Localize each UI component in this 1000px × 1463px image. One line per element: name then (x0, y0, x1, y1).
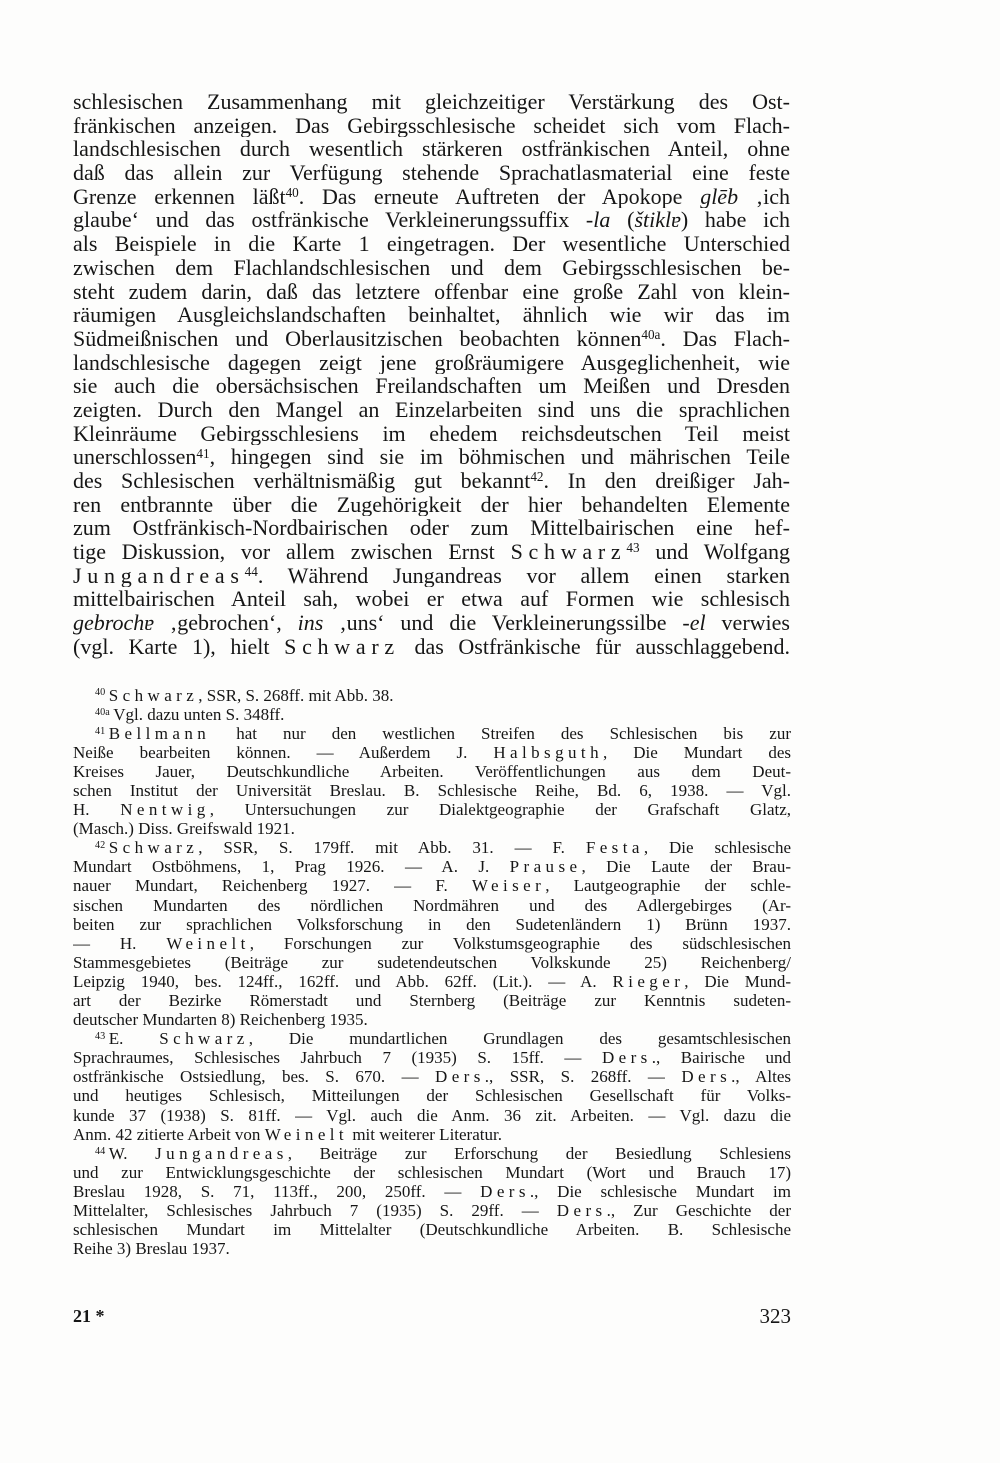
text-run: , Die mundartlichen Grundlagen des gesamtschlesischen (248, 1029, 791, 1049)
spaced-name: Schwarz (510, 540, 627, 564)
text-run: unerschlossen (73, 445, 197, 469)
text-run: zum Ostfränkisch-Nordbairischen oder zum Mittelbairischen eine hef- (73, 516, 790, 541)
text-run: , SSR, S. 268ff. mit Abb. 38. (198, 685, 394, 705)
footnote-42 (73, 838, 791, 1029)
footnote-ref: 43 (626, 540, 640, 556)
spaced-name: Ders (480, 1181, 530, 1201)
spaced-name: Festa (585, 838, 644, 858)
text-run: ., SSR, S. 268ff. — (484, 1067, 682, 1087)
footnote-line (73, 857, 791, 876)
text-run: (vgl. Karte 1), hielt (73, 634, 285, 659)
footnote-ref: 40a (641, 327, 661, 343)
text-run: , Forschungen zur Volkstumsgeographie des südschlesischen (249, 933, 791, 953)
footnote-line (73, 896, 791, 915)
body-line (73, 351, 790, 375)
text-run: tige Diskussion, vor allem zwischen Ernst (73, 540, 511, 564)
spaced-name: Weinelt (264, 1124, 349, 1144)
text-run: , Die Mund- (684, 971, 791, 991)
text-run: Sprachraumes, Schlesisches Jahrbuch 7 (1935) S. 15ff. — (73, 1048, 602, 1068)
text-run: und zur Entwicklungsgeschichte der schlesischen Mundart (Wort und Brauch 17) (73, 1162, 791, 1182)
italic-term: -el (682, 611, 706, 635)
footnote-line (73, 705, 791, 724)
footnote-number: 44 (95, 1145, 106, 1157)
text-run: deutscher Mundarten 8) Reichenberg 1935. (73, 1010, 368, 1030)
text-run: ostfränkische Ostsiedlung, bes. S. 670. — (73, 1067, 435, 1087)
text-run: Vgl. dazu unten S. 348ff. (113, 704, 285, 724)
text-run: mit weiterer Literatur. (348, 1124, 502, 1144)
text-run: nauer Mundart, Reichenberg 1927. — F. (73, 876, 472, 896)
text-run: Kleinräume Gebirgsschlesiens im ehedem reichsdeutschen Teil meist (73, 421, 790, 446)
body-line (73, 564, 790, 588)
text-run: zwischen dem Flachlandschlesischen und dem Gebirgsschlesischen be- (73, 255, 790, 280)
footnote-line (73, 1010, 791, 1029)
body-line (73, 256, 790, 280)
text-run: kunde 37 (1938) S. 81ff. — Vgl. auch die Anm. 36 zit. Arbeiten. — Vgl. dazu die (73, 1105, 791, 1125)
footnote-line (73, 934, 791, 953)
text-run: des Schlesischen verhältnismäßig gut bekannt (73, 469, 531, 493)
footnote-line (73, 1048, 791, 1067)
text-run: H. (73, 800, 121, 820)
body-line (73, 280, 790, 304)
footnote-number: 40 (95, 687, 106, 699)
footnote-number: 42 (95, 840, 106, 852)
text-run: sischen Mundarten des nördlichen Nordmähren und des Adlergebirges (Ar- (73, 895, 791, 915)
italic-term: ins (297, 611, 324, 635)
footnote-ref: 40 (285, 185, 299, 201)
text-run: und heutiges Schlesisch, Mitteilungen der Schlesischen Gesellschaft für Volks- (73, 1086, 791, 1106)
text-run: — H. (73, 933, 167, 953)
body-line (73, 516, 790, 540)
text-run: Anm. 42 zitierte Arbeit von (73, 1124, 265, 1144)
footnote-number: 41 (95, 725, 106, 737)
text-run: ., Bairische und (651, 1048, 791, 1068)
text-run: ‚gebrochen‘, (154, 611, 298, 635)
text-run: beiten zur sprachlichen Volksforschung in den Sudetenländern 1) Brünn 1937. (73, 914, 791, 934)
text-run: ., Zur Geschichte der (606, 1201, 791, 1221)
text-run: , Untersuchungen zur Dialektgeographie der Grafschaft Glatz, (209, 800, 791, 820)
spaced-name: Ders (601, 1048, 652, 1068)
body-line (73, 114, 790, 138)
text-run: räumigen Ausgleichslandschaften beinhaltet, ähnlich wie wir das im (73, 303, 790, 327)
footnote-line (73, 1029, 791, 1048)
spaced-name: Schwarz (284, 634, 400, 659)
spaced-name: Weiser (471, 876, 546, 896)
page-footer (73, 1302, 791, 1330)
text-run: schen Institut der Universität Breslau. B. Schlesische Reihe, Bd. 6, 1938. — Vgl. (73, 780, 791, 800)
footnotes (73, 686, 791, 1259)
text-run: ren entbrannte über die Zugehörigkeit der hier behandelten Elemente (73, 492, 790, 517)
text-run: verwies (705, 611, 790, 635)
italic-term: gebrochɐ (73, 611, 154, 635)
footnote-line (73, 1163, 791, 1182)
text-run: und Wolfgang (639, 540, 790, 564)
text-run: als Beispiele in die Karte 1 eingetragen. Der wesentliche Unterschied (73, 232, 790, 256)
text-run: ( (610, 208, 635, 233)
body-line (73, 493, 790, 517)
footnote-line (73, 819, 791, 838)
footnote-number: 40a (95, 706, 110, 718)
footnote-line (73, 1201, 791, 1220)
footnote-line (73, 724, 791, 743)
footnote-line (73, 838, 791, 857)
spaced-name: Bellmann (108, 723, 211, 743)
body-line (73, 90, 790, 114)
body-line (73, 232, 790, 256)
footnote-line (73, 743, 791, 762)
footnote-line (73, 1067, 791, 1086)
italic-term: štiklɐ (634, 208, 681, 233)
footnote-line (73, 1239, 791, 1258)
body-line (73, 445, 790, 469)
footnote-40 (73, 686, 791, 705)
footnote-line (73, 915, 791, 934)
text-run: das Ostfränkische für ausschlaggebend. (399, 634, 790, 659)
text-run: E. (108, 1029, 160, 1049)
body-line (73, 374, 790, 398)
footnote-line (73, 1086, 791, 1105)
body-line (73, 327, 790, 351)
spaced-name: Jungandreas (155, 1143, 288, 1163)
text-run: Leipzig 1940, bes. 124ff., 162ff. und Abb. 62ff. (Lit.). — A. (73, 971, 613, 991)
spaced-name: Schwarz (108, 685, 199, 705)
footnote-line (73, 686, 791, 705)
footnote-41 (73, 724, 791, 839)
text-run: Mundart Ostböhmens, 1, Prag 1926. — A. J. (73, 857, 510, 877)
spaced-name: Weinelt (166, 933, 250, 953)
body-line (73, 398, 790, 422)
body-line (73, 540, 790, 564)
body-line (73, 587, 790, 611)
text-run: . Während Jungandreas vor allem einen starken (257, 563, 790, 588)
text-run: zeigten. Durch den Mangel an Einzelarbeiten sind uns die sprachlichen (73, 397, 790, 422)
footnote-line (73, 953, 791, 972)
body-line (73, 161, 790, 185)
spaced-name: Prause (509, 857, 582, 877)
text-run: landschlesischen durch wesentlich stärkeren ostfränkischen Anteil, ohne (73, 137, 790, 162)
spaced-name: Jungandreas (73, 563, 245, 588)
text-run: ., Die schlesische Mundart im (529, 1181, 791, 1201)
body-text (73, 90, 790, 659)
body-line (73, 208, 790, 232)
footnote-ref: 44 (244, 564, 258, 580)
body-line (73, 137, 790, 161)
footnote-line (73, 1125, 791, 1144)
text-run: Südmeißnischen und Oberlausitzischen beobachten können (73, 326, 642, 351)
text-run: art der Bezirke Römerstadt und Sternberg (Beiträge zur Kenntnis sudeten- (73, 991, 791, 1010)
text-run: Breslau 1928, S. 71, 113ff., 200, 250ff. — (73, 1181, 481, 1201)
spaced-name: Nentwig (120, 800, 210, 820)
text-run: sie auch die obersächsischen Freilandschaften um Meißen und Dresden (73, 374, 790, 398)
footnote-43 (73, 1029, 791, 1144)
text-run: . In den dreißiger Jah- (543, 469, 790, 493)
text-run: , Die schlesische (643, 838, 791, 858)
footnote-line (73, 991, 791, 1010)
text-run: Kreises Jauer, Deutschkundliche Arbeiten. Veröffentlichungen aus dem Deut- (73, 761, 791, 781)
text-run: ‚ich (738, 184, 790, 209)
spaced-name: Ders (556, 1201, 607, 1221)
text-run: , Die Laute der Brau- (581, 857, 791, 877)
footnote-ref: 42 (530, 469, 544, 485)
footnote-line (73, 876, 791, 895)
body-line (73, 303, 790, 327)
text-run: W. (108, 1143, 156, 1163)
body-line (73, 635, 790, 659)
footnote-line (73, 972, 791, 991)
text-run: Mittelalter, Schlesisches Jahrbuch 7 (1935) S. 29ff. — (73, 1201, 557, 1221)
text-run: ) habe ich (680, 208, 790, 233)
footnote-line (73, 762, 791, 781)
text-run: mittelbairischen Anteil sah, wobei er etwa auf Formen wie schlesisch (73, 587, 790, 612)
text-run: , Beiträge zur Erforschung der Besiedlung Schlesiens (287, 1143, 791, 1163)
footnote-line (73, 800, 791, 819)
text-run: Grenze erkennen läßt (73, 184, 286, 209)
text-run: . Das Flach- (660, 326, 790, 351)
text-run: Reihe 3) Breslau 1937. (73, 1239, 230, 1259)
spaced-name: Halbsguth (493, 742, 603, 762)
text-run: landschlesische dagegen zeigt jene großräumigere Ausgeglichenheit, wie (73, 350, 790, 375)
body-line (73, 469, 790, 493)
footnote-44 (73, 1144, 791, 1259)
body-line (73, 185, 790, 209)
text-run: , Die Mundart des (603, 742, 791, 762)
page-number: 323 (759, 1304, 791, 1328)
spaced-name: Rieger (612, 971, 685, 991)
footnote-number: 43 (95, 1031, 106, 1043)
text-run: hat nur den westlichen Streifen des Schlesischen bis zur (210, 723, 791, 743)
spaced-name: Ders (435, 1067, 485, 1087)
text-run: , hingegen sind sie im böhmischen und mährischen Teile (209, 445, 790, 469)
text-run: , Lautgeographie der schle- (545, 876, 791, 896)
text-run: daß das allein zur Verfügung stehende Sprachatlasmaterial eine feste (73, 161, 790, 185)
text-run: glaube‘ und das ostfränkische Verkleinerungssuffix (73, 208, 586, 233)
text-run: schlesischen Mundart im Mittelalter (Deutschkundliche Arbeiten. B. Schlesische (73, 1220, 791, 1240)
body-line (73, 611, 790, 635)
text-run: . Das erneute Auftreten der Apokope (298, 184, 701, 209)
body-line (73, 422, 790, 446)
text-run: ., Altes (731, 1067, 791, 1087)
footnote-line (73, 781, 791, 800)
footnote-40a (73, 705, 791, 724)
footnote-line (73, 1182, 791, 1201)
text-run: fränkischen anzeigen. Das Gebirgsschlesische scheidet sich vom Flach- (73, 113, 790, 138)
footnote-line (73, 1144, 791, 1163)
text-run: , SSR, S. 179ff. mit Abb. 31. — F. (198, 838, 586, 858)
spaced-name: Schwarz (159, 1029, 249, 1049)
text-run: Neiße bearbeiten können. — Außerdem J. (73, 742, 494, 762)
text-run: ‚uns‘ und die Verkleinerungssilbe (323, 611, 683, 635)
text-run: (Masch.) Diss. Greifswald 1921. (73, 819, 295, 839)
text-run: steht zudem darin, daß das letztere offenbar eine große Zahl von klein- (73, 279, 790, 304)
footnote-line (73, 1106, 791, 1125)
text-run: Stammesgebietes (Beiträge zur sudetendeutschen Volkskunde 25) Reichenberg/ (73, 952, 791, 972)
spaced-name: Ders (681, 1067, 732, 1087)
footnote-line (73, 1220, 791, 1239)
signature-mark: 21 * (73, 1306, 105, 1326)
footnote-ref: 41 (196, 445, 210, 461)
italic-term: -la (585, 208, 611, 233)
italic-term: glēb (700, 184, 739, 209)
text-run: schlesischen Zusammenhang mit gleichzeitiger Verstärkung des Ost- (73, 90, 790, 114)
spaced-name: Schwarz (108, 838, 199, 858)
